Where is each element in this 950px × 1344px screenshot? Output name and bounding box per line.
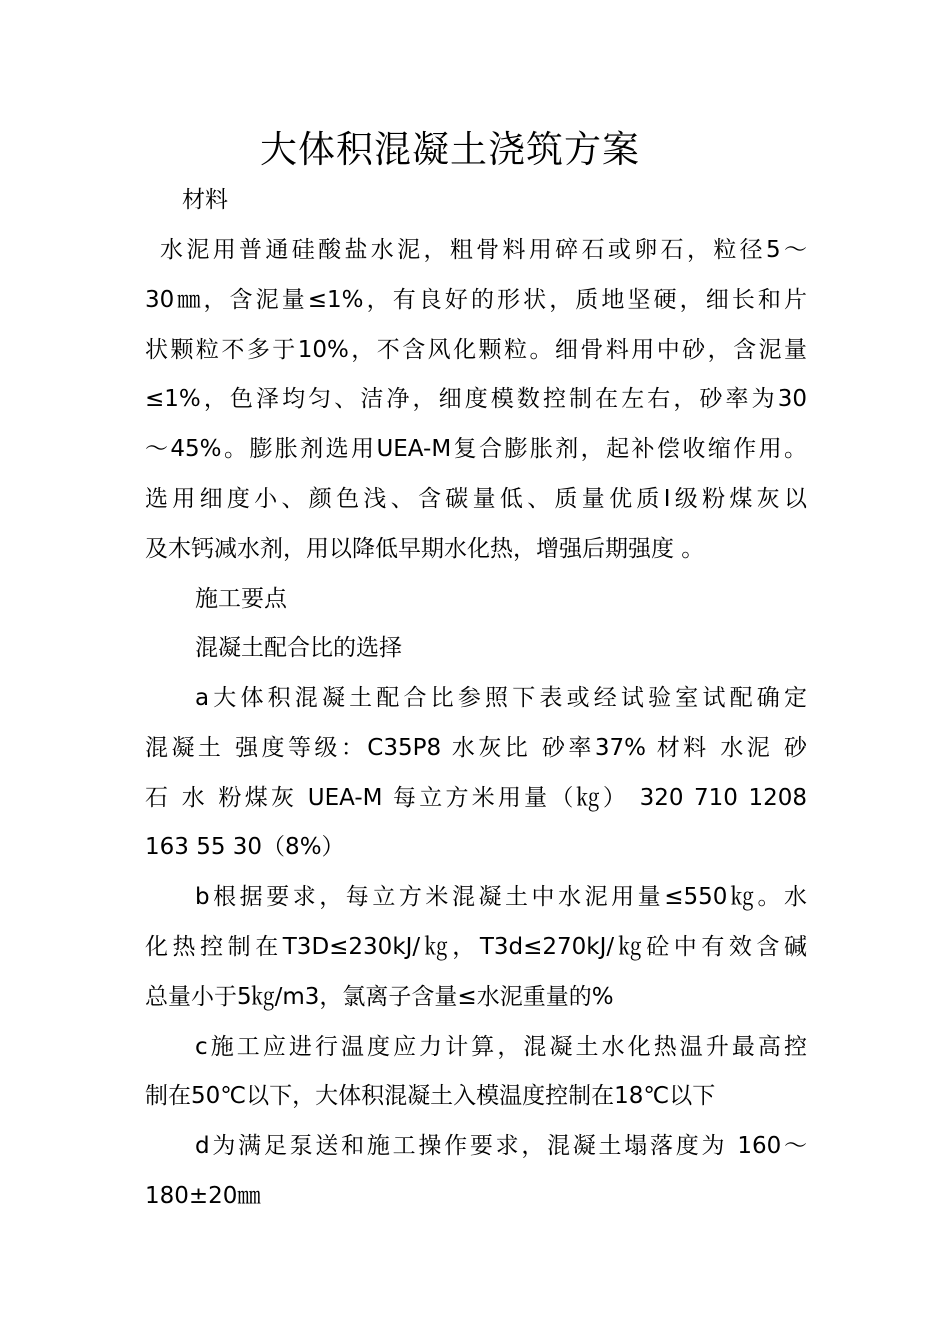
paragraph-line: 状颗粒不多于10%，不含风化颗粒。细骨料用中砂，含泥量 — [145, 337, 807, 363]
paragraph-line: b根据要求，每立方米混凝土中水泥用量≤550㎏。水 — [195, 884, 807, 910]
paragraph-line: a大体积混凝土配合比参照下表或经试验室试配确定 — [195, 685, 807, 711]
paragraph-line: 180±20㎜ — [145, 1183, 261, 1209]
paragraph-line: 制在50℃以下，大体积混凝土入模温度控制在18℃以下 — [145, 1083, 716, 1109]
paragraph-line: ≤1%，色泽均匀、洁净，细度模数控制在左右，砂率为30 — [145, 386, 807, 412]
paragraph-line: ～45%。膨胀剂选用UEA-M复合膨胀剂，起补偿收缩作用。 — [145, 436, 807, 462]
heading-materials: 材料 — [182, 187, 228, 213]
paragraph-line: 选用细度小、颜色浅、含碳量低、质量优质Ⅰ级粉煤灰以 — [145, 486, 807, 512]
heading-construction-points: 施工要点 — [195, 586, 287, 612]
paragraph-line: 化热控制在T3D≤230kJ/㎏，T3d≤270kJ/㎏砼中有效含碱 — [145, 934, 807, 960]
paragraph-line: 及木钙减水剂，用以降低早期水化热，增强后期强度 。 — [145, 536, 705, 562]
paragraph-line: 163 55 30（8%） — [145, 834, 345, 860]
paragraph-line: 总量小于5㎏/m3，氯离子含量≤水泥重量的% — [145, 984, 614, 1010]
document-title: 大体积混凝土浇筑方案 — [260, 128, 640, 171]
paragraph-line: 水泥用普通硅酸盐水泥，粗骨料用碎石或卵石，粒径5～ — [160, 237, 807, 263]
paragraph-line: d为满足泵送和施工操作要求，混凝土塌落度为 160～ — [195, 1133, 807, 1159]
paragraph-line: 混凝土 强度等级：C35P8 水灰比 砂率37% 材料 水泥 砂 — [145, 735, 807, 761]
paragraph-line: c施工应进行温度应力计算，混凝土水化热温升最高控 — [195, 1034, 807, 1060]
heading-mix-ratio: 混凝土配合比的选择 — [195, 635, 402, 661]
paragraph-line: 30㎜，含泥量≤1%，有良好的形状，质地坚硬，细长和片 — [145, 287, 807, 313]
paragraph-line: 石 水 粉煤灰 UEA-M 每立方米用量（㎏） 320 710 1208 — [145, 785, 807, 811]
